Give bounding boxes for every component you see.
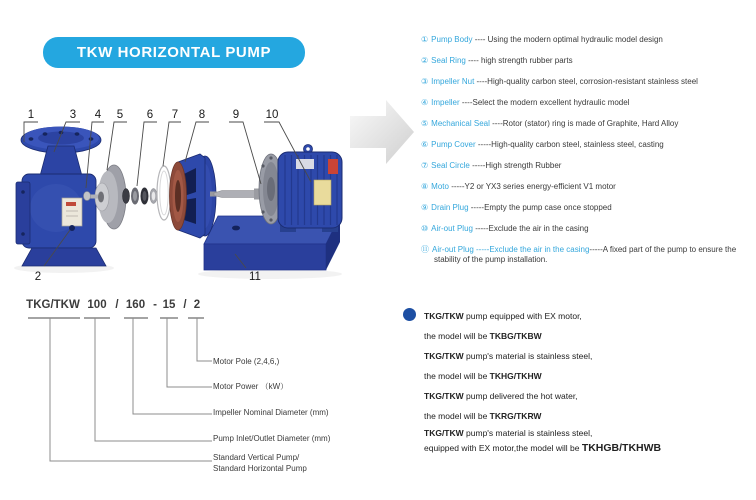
part-item-5: [421, 119, 756, 129]
parts-list: [421, 35, 756, 276]
part-desc: -----Exclude the air in the casing: [472, 224, 589, 233]
note-text: the model will be: [424, 411, 490, 421]
part-number-badge: ⑦: [421, 161, 429, 170]
part-number-badge: ⑤: [421, 119, 429, 128]
part-callout-2: 2: [34, 271, 42, 283]
part-desc: -----A fixed part of the pump to ensure the stability of the pump installation.: [434, 245, 737, 264]
pump-exploded-illustration: [8, 96, 356, 288]
part-callout-6: 6: [146, 109, 154, 121]
part-item-7: [421, 161, 756, 171]
part-number-badge: ⑥: [421, 140, 429, 149]
part-name: Seal Circle: [431, 161, 470, 170]
part-callout-4: 4: [94, 109, 102, 121]
page-title: TKW HORIZONTAL PUMP: [76, 44, 272, 61]
part-item-3: [421, 77, 756, 87]
note-text: pump delivered the hot water,: [463, 391, 578, 401]
part-item-6: [421, 140, 756, 150]
model-code-inlet: 100: [87, 299, 107, 311]
part-name: Drain Plug: [431, 203, 469, 212]
part-number-badge: ⑪: [421, 245, 429, 254]
model-label-impeller-dia: Impeller Nominal Diameter (mm): [213, 408, 329, 417]
part-number-badge: ⑩: [421, 224, 429, 233]
note-series: TKG/TKW: [424, 311, 464, 321]
part-desc: -----High strength Rubber: [469, 161, 562, 170]
note-text: the model will be: [424, 371, 490, 381]
part-callout-8: 8: [198, 109, 206, 121]
note-series: TKG/TKW: [424, 428, 464, 438]
part-number-badge: ⑧: [421, 182, 429, 191]
part-desc: ----Select the modern excellent hydraulic model: [459, 98, 630, 107]
note-text: the model will be: [424, 331, 490, 341]
part-desc: ---- high strength rubber parts: [465, 56, 573, 65]
note-text: pump equipped with EX motor,: [463, 311, 582, 321]
model-code-impeller: 160: [125, 299, 146, 311]
part-desc: -----Empty the pump case once stopped: [468, 203, 612, 212]
model-label-pump-type: [213, 453, 307, 474]
part-name: Air-out Plug: [431, 224, 473, 233]
part-item-11: [421, 245, 756, 265]
part-desc: ----Rotor (stator) ring is made of Graphite, Hard Alloy: [489, 119, 679, 128]
note-model-code: TKRG/TKRW: [489, 411, 542, 421]
part-name: Impeller Nut: [431, 77, 475, 86]
note-text: equipped with EX motor,the model will be: [424, 443, 582, 453]
model-label-motor-power: Motor Power （kW）: [213, 382, 289, 391]
part-name: Air-out Plug -----Exclude the air in the casing: [432, 245, 590, 254]
part-number-badge: ①: [421, 35, 429, 44]
part-callout-3: 3: [69, 109, 77, 121]
note-model-code: TKBG/TKBW: [489, 331, 542, 341]
bullet-icon: [403, 308, 416, 321]
note-text: pump's material is stainless steel,: [463, 351, 593, 361]
part-name: Moto: [431, 182, 449, 191]
part-item-8: [421, 182, 756, 192]
note-series: TKG/TKW: [424, 391, 464, 401]
model-code-sep: -: [153, 299, 157, 311]
model-code-sep: /: [115, 299, 119, 311]
part-item-1: [421, 35, 756, 45]
note-ex-motor: [424, 306, 754, 346]
part-callout-7: 7: [171, 109, 179, 121]
part-name: Mechanical Seal: [431, 119, 490, 128]
model-code-connector-lines: [20, 290, 220, 490]
part-number-badge: ④: [421, 98, 429, 107]
part-number-badge: ②: [421, 56, 429, 65]
part-desc: -----High-quality carbon steel, stainless steel, casting: [475, 140, 664, 149]
model-label-pump-type-line2: Standard Horizontal Pump: [213, 463, 307, 473]
note-model-code: TKHGB/TKHWB: [581, 442, 662, 454]
note-text: pump's material is stainless steel,: [463, 428, 593, 438]
part-name: Pump Cover: [431, 140, 476, 149]
model-label-motor-pole: Motor Pole (2,4,6,): [213, 357, 280, 366]
part-name: Seal Ring: [431, 56, 466, 65]
part-name: Impeller: [431, 98, 460, 107]
part-callout-5: 5: [116, 109, 124, 121]
model-label-pump-type-line1: Standard Vertical Pump/: [213, 453, 300, 462]
part-callout-9: 9: [232, 109, 240, 121]
part-number-badge: ⑨: [421, 203, 429, 212]
model-code-pole: 2: [193, 299, 201, 311]
note-series: TKG/TKW: [424, 351, 464, 361]
page-title-banner: [43, 37, 305, 68]
part-item-4: [421, 98, 756, 108]
note-hot-water: [424, 386, 754, 426]
part-desc: -----Y2 or YX3 series energy-efficient V1 motor: [448, 182, 616, 191]
seal-circle-shape: [157, 166, 171, 220]
note-stainless-ex: [424, 426, 754, 456]
part-item-2: [421, 56, 756, 66]
part-callout-10: 10: [265, 109, 279, 121]
right-arrow-icon: [350, 94, 418, 170]
model-code-series: TKG/TKW: [26, 299, 80, 311]
note-model-code: TKHG/TKHW: [489, 371, 542, 381]
note-stainless: [424, 346, 754, 386]
part-item-9: [421, 203, 756, 213]
pump-cover-shape: [170, 154, 217, 238]
part-desc: ----High-quality carbon steel, corrosion-resistant stainless steel: [474, 77, 698, 86]
part-name: Pump Body: [431, 35, 473, 44]
model-notes: [424, 306, 754, 456]
model-code-power: 15: [162, 299, 176, 311]
part-desc: ---- Using the modern optimal hydraulic model design: [472, 35, 663, 44]
model-label-inlet-outlet: Pump Inlet/Outlet Diameter (mm): [213, 434, 331, 443]
part-callout-11: 11: [249, 271, 261, 283]
part-callout-1: 1: [27, 109, 35, 121]
part-number-badge: ③: [421, 77, 429, 86]
mechanical-seal-shape: [123, 188, 158, 205]
part-item-10: [421, 224, 756, 234]
model-code-sep: /: [183, 299, 187, 311]
